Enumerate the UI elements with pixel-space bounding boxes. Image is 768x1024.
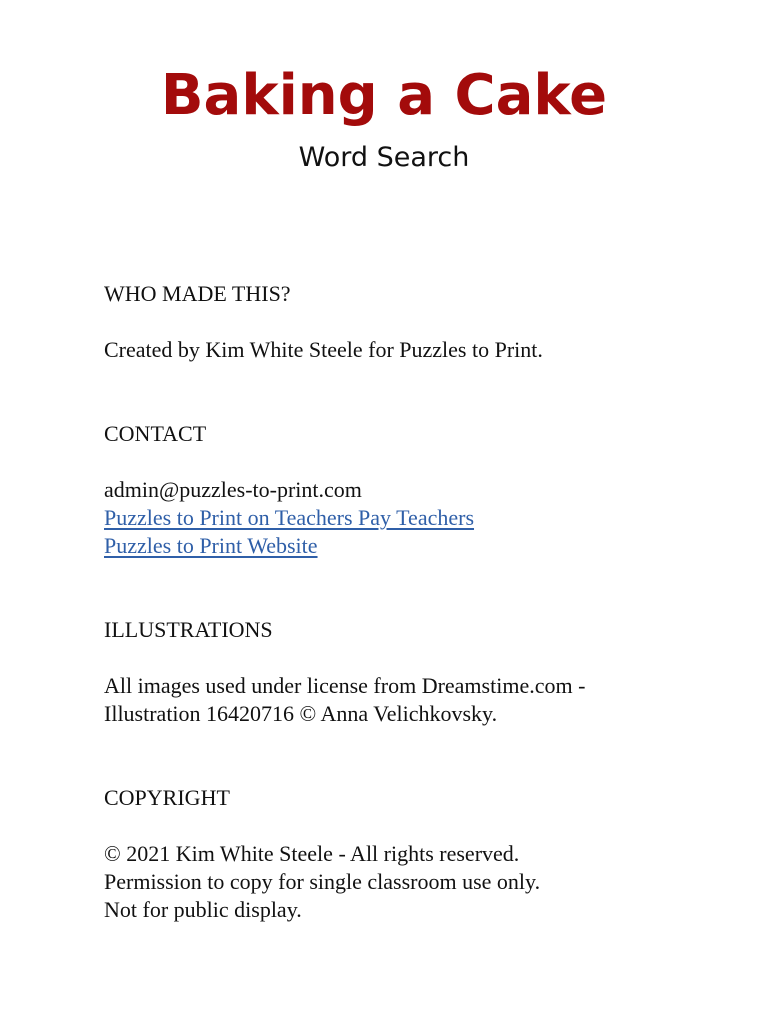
illustrations-text: [104, 672, 704, 728]
section-heading-who: WHO MADE THIS?: [104, 281, 291, 306]
illustrations-line: All images used under license from Dreamstime.com -: [104, 673, 586, 698]
page-title: Baking a Cake: [160, 63, 608, 128]
contact-email: admin@puzzles-to-print.com: [104, 477, 362, 502]
credits-content: [104, 280, 704, 924]
link-teachers-pay-teachers[interactable]: Puzzles to Print on Teachers Pay Teachers: [104, 505, 475, 530]
copyright-line: Permission to copy for single classroom use only.: [104, 869, 541, 894]
copyright-line: Not for public display.: [104, 897, 302, 922]
copyright-line: © 2021 Kim White Steele - All rights reserved.: [104, 841, 520, 866]
section-illustrations: [104, 616, 704, 728]
page-subtitle: Word Search: [298, 142, 470, 173]
creator-text: Created by Kim White Steele for Puzzles to Print.: [104, 337, 543, 362]
section-contact: [104, 420, 704, 560]
copyright-text: [104, 840, 704, 924]
section-who-made-this: [104, 280, 704, 364]
illustrations-line: Illustration 16420716 © Anna Velichkovsky.: [104, 701, 498, 726]
section-heading-contact: CONTACT: [104, 421, 207, 446]
contact-block: [104, 476, 704, 560]
section-heading-copyright: COPYRIGHT: [104, 785, 230, 810]
section-heading-illustrations: ILLUSTRATIONS: [104, 617, 273, 642]
section-copyright: [104, 784, 704, 924]
link-puzzles-to-print-website[interactable]: Puzzles to Print Website: [104, 533, 318, 558]
